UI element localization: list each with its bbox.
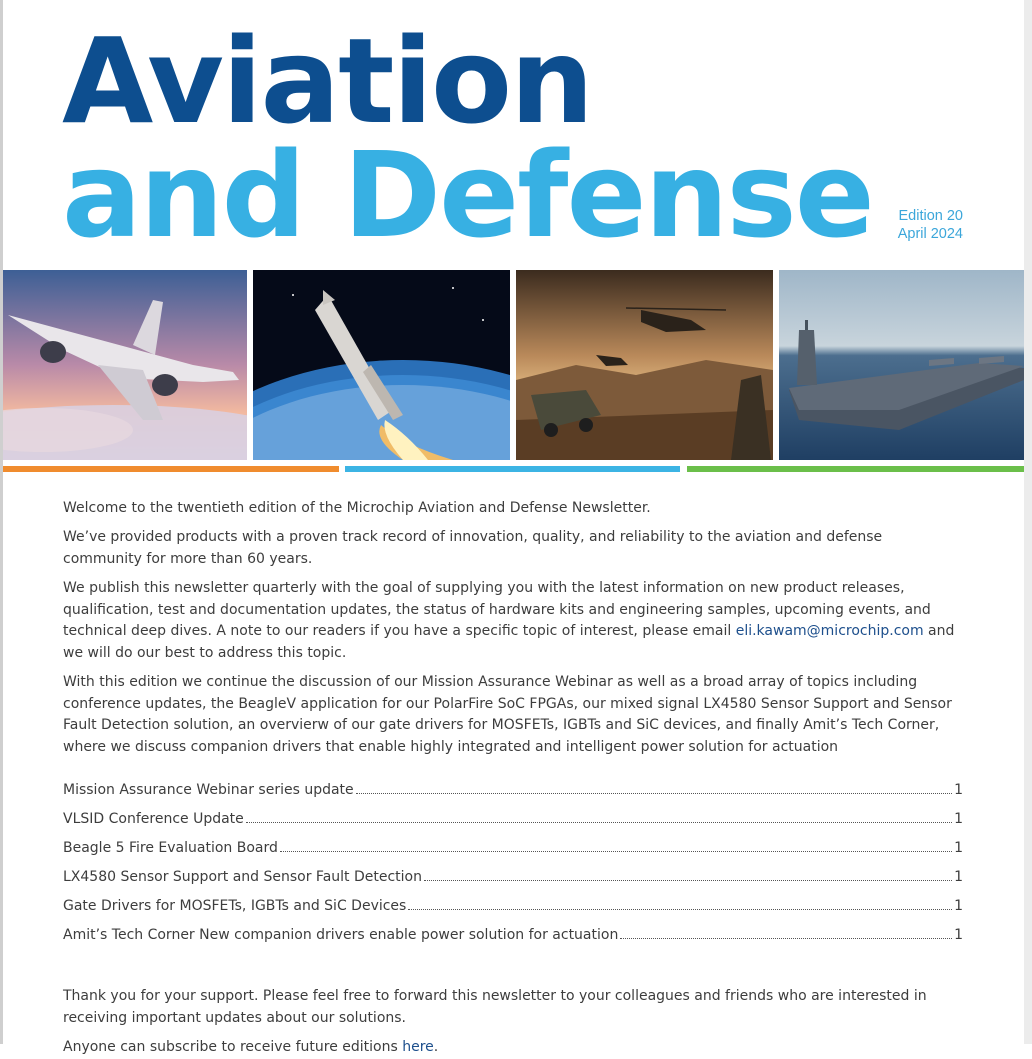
- toc-item[interactable]: [63, 921, 963, 943]
- closing-paragraph-1: Thank you for your support. Please feel free to forward this newsletter to your colleagues and friends who are interested in receiving important updates about our solutions.: [63, 988, 927, 1026]
- toc-item-title: Mission Assurance Webinar series update: [63, 782, 354, 798]
- aircraft-carrier-photo: [779, 270, 1024, 460]
- rocket-photo: [253, 270, 510, 460]
- subscribe-link[interactable]: here: [402, 1039, 434, 1055]
- toc-item-page: 1: [954, 782, 963, 798]
- helicopters-photo: [516, 270, 773, 460]
- toc-item[interactable]: [63, 776, 963, 798]
- masthead-title-line1: Aviation: [62, 12, 593, 150]
- intro-paragraph-3-text: We publish this newsletter quarterly with the goal of supplying you with the latest information on new product releases, qualification, test and documentation updates, the status of hardware kits and engineering samples, upcoming events, and technical deep dives. A note to our readers if you have a specific topic of interest, please email: [63, 580, 931, 639]
- toc-item-title: Beagle 5 Fire Evaluation Board: [63, 840, 278, 856]
- closing-paragraph-2: [63, 1037, 963, 1059]
- contact-email-link[interactable]: eli.kawam@microchip.com: [735, 623, 924, 639]
- intro-paragraph-3-end: and we will do our best to address this topic.: [63, 623, 955, 661]
- toc-leader-dots: [280, 851, 952, 852]
- toc-item[interactable]: [63, 863, 963, 885]
- edition-number: Edition 20: [898, 208, 963, 224]
- toc-item-page: 1: [954, 869, 963, 885]
- toc-leader-dots: [246, 822, 952, 823]
- toc-item-page: 1: [954, 898, 963, 914]
- accent-bar-green: [687, 466, 1024, 472]
- accent-bar-orange: [3, 466, 339, 472]
- toc-item-title: VLSID Conference Update: [63, 811, 244, 827]
- toc-item[interactable]: [63, 805, 963, 827]
- intro-paragraph-1: Welcome to the twentieth edition of the Microchip Aviation and Defense Newsletter.: [63, 500, 651, 516]
- closing-paragraph-2-text: Anyone can subscribe to receive future editions: [63, 1039, 403, 1055]
- toc-item-title: Gate Drivers for MOSFETs, IGBTs and SiC Devices: [63, 898, 407, 914]
- toc-item-title: LX4580 Sensor Support and Sensor Fault Detection: [63, 869, 422, 885]
- toc-item[interactable]: [63, 834, 963, 856]
- masthead-title-line2: and Defense: [62, 126, 873, 264]
- toc-leader-dots: [408, 909, 952, 910]
- toc-item-page: 1: [954, 840, 963, 856]
- closing-paragraph-2-end: .: [433, 1039, 439, 1055]
- page-left-edge: [0, 0, 3, 1044]
- edition-date: April 2024: [897, 226, 963, 242]
- toc-leader-dots: [424, 880, 952, 881]
- intro-paragraph-3: [63, 578, 963, 664]
- toc-leader-dots: [620, 938, 952, 939]
- page-right-edge: [1024, 0, 1032, 1044]
- toc-item-page: 1: [954, 811, 963, 827]
- toc-leader-dots: [356, 793, 952, 794]
- intro-paragraph-4: With this edition we continue the discussion of our Mission Assurance Webinar as well as a broad array of topics including conference updates, the BeagleV application for our PolarFire SoC FPGAs, our mixed signal LX4580 Sensor Support and Sensor Fault Detection solution, an overvierw of our gate drivers for MOSFETs, IGBTs and SiC devices, and finally Amit’s Tech Corner, where we discuss companion drivers that enable highly integrated and intelligent power solution for actuation: [63, 674, 952, 755]
- edition-info: [860, 207, 963, 243]
- airplane-photo: [3, 270, 247, 460]
- toc-item-title: Amit’s Tech Corner New companion drivers enable power solution for actuation: [63, 927, 619, 943]
- accent-bar-blue: [345, 466, 680, 472]
- toc-item-page: 1: [954, 927, 963, 943]
- toc-item[interactable]: [63, 892, 963, 914]
- intro-paragraph-2: We’ve provided products with a proven track record of innovation, quality, and reliability to the aviation and defense community for more than 60 years.: [63, 529, 883, 567]
